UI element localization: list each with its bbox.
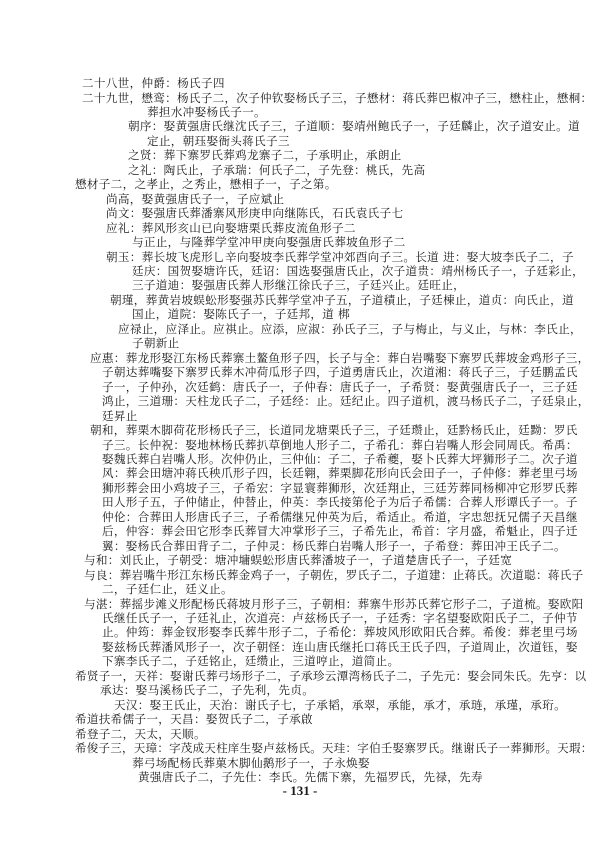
text-line: 希登子二，天太，天顺。 bbox=[75, 726, 206, 741]
text-line: 二十八世，仲爵：杨氏子四 bbox=[82, 76, 225, 90]
text-line: 希俊子三，天璋：字茂成天柱庠生娶卢兹杨氏。天珪：字伯壬娶寨罗氏。继谢氏子一葬狮形。天瑕： bbox=[75, 741, 593, 756]
text-line: 子朝达葬嘴娶下寨罗氏葬木冲荷瓜形子四，子道勇唐氏止，次道湘：蒋氏子三，子廷鹏孟氏 bbox=[102, 365, 578, 380]
text-line: 承达：娶马溪杨氏子二，子先利，先贞。 bbox=[100, 683, 315, 698]
text-line: 应禄止，应泽止。应祺止。应添，应淑：孙氏子三，子与梅止，与义止，与林：李氏止， bbox=[118, 321, 582, 336]
text-line: 娶魏氏葬白岩嘴人形。次仲仍止，三仲仙：子二，子希夔，娶卜氏葬大坪狮形子二。次子道 bbox=[102, 451, 578, 466]
text-line: 懋材子二，之孝止，之秀止，懋相子一，子之第。 bbox=[75, 177, 337, 192]
text-line: 尚文：娶强唐氏葬潘寨风形庚申向继陈氏，石氏袁氏子七 bbox=[106, 206, 404, 221]
text-line: 国止，道院：娶陈氏子一，子廷邦，道 梆 bbox=[132, 307, 351, 322]
text-line: 天汉：娶王氏止，天治：谢氏子七，子承韬，承翠，承能，承才，承琏，承瑾，承珩。 bbox=[114, 697, 566, 712]
text-line: 廷庆：国贺娶塘许氏，廷诏：国选娶强唐氏止，次子道贵：靖州杨氏子一，子廷彩止， bbox=[132, 264, 584, 278]
text-line: 子三。长仲祝：娶地林杨氏葬扒草倒地人形子二，子希孔：葬白岩嘴人形会同周氏。希禹： bbox=[102, 437, 578, 452]
text-line: 朝和，葬栗木脚荷花形杨氏子三，长道同龙塘栗氏子三，子廷瓒止，廷黔杨氏止，廷黝：罗氏 bbox=[90, 423, 578, 437]
text-line: 希道扶希儒子一，天昌：娶贺氏子二，子承啟 bbox=[75, 712, 313, 727]
text-line: 葬弓场配杨氏葬菓木脚仙鹅形子一，子永焕娶 bbox=[132, 755, 370, 770]
text-line: 下寨李氏子二，子廷铭止，廷缵止，三道哼止，道简止。 bbox=[102, 654, 400, 669]
text-line: 后，仲容：葬会田它形李氏葬冒大冲掌形子三，子希先止，希首：字月盛，希魁止，四子迁 bbox=[102, 524, 578, 539]
text-line: 二十九世，懋鸾：杨氏子二，次子仲钦娶杨氏子三，子懋材：蒋氏葬巴椒冲子三，懋柱止，懋桐： bbox=[82, 90, 593, 105]
text-line: 止。仲筠：葬金钗形娶李氏葬牛形子二，子希伦：葬坡风形欧阳氏合葬。希俊：葬老里弓场 bbox=[102, 625, 578, 640]
text-line: 之礼：陶氏止，子承瑞：何氏子二，子先登：桃氏，先高 bbox=[128, 162, 426, 177]
text-line: 朝瑾，葬黄岩坡蜈蚣形娶强苏氏葬学堂冲子五，子道積止，子廷棟止，道贞：向氏止，道 bbox=[110, 292, 574, 307]
text-line: 朝序：娶黄强唐氏继沈氏子三，子道顺：娶靖州鲍氏子一，子廷麟止，次子道安止。道 bbox=[128, 119, 580, 134]
text-line: 朝玉：葬长坡飞虎形乚辛向娶坡李氏葬学堂冲郊酉向子三。长道 进：娶大坡李氏子二，子 bbox=[106, 249, 574, 264]
text-line: 葬担水冲娶杨氏子一。 bbox=[147, 104, 266, 119]
text-line: 仲伦：合葬田人形唐氏子三，子希儒继兄仲英为后，希适止。希道，字忠恕抚兄儒子天昌继 bbox=[102, 509, 578, 524]
text-line: 子一，子仲孙，次廷鹤：唐氏子一，子仲春：唐氏子一，子希贤：娶黄强唐氏子一，三子廷 bbox=[102, 379, 578, 394]
text-line: 与和：刘氏止，子朝受：塘冲墉蜈蚣形唐氏葬潘坡子一，子道楚唐氏子一，子廷宽 bbox=[84, 553, 513, 568]
text-line: 尚高，娶黄强唐氏子一，子应斌止 bbox=[106, 191, 285, 206]
text-line: 二，子廷仁止，廷义止。 bbox=[102, 582, 233, 596]
page-number: - 131 - bbox=[282, 783, 318, 798]
text-line: 三子道迪：娶强唐氏葬人形继江徐氏子三，子廷兴止。廷旺止， bbox=[132, 278, 466, 293]
text-line: 鸿止，三道珊：天柱龙氏子二，子廷经：止。廷纪止。四子道机，渡马杨氏子二，子廷泉止， bbox=[102, 394, 590, 409]
text-line: 与正止，与隆葬学堂冲甲庚向娶强唐氏葬坡鱼形子二 bbox=[132, 235, 406, 249]
text-line: 子朝新止 bbox=[132, 336, 180, 351]
text-line: 氏继任氏子一，子廷礼止，次道亮：卢兹杨氏子一，子廷秀：字名望娶欧阳氏子二，子仲节 bbox=[102, 611, 578, 625]
text-line: 希贤子一，天祥：娶谢氏葬弓场形子二，子承珍云潭湾杨氏子二，子先元：娶会同朱氏。先亨：以 bbox=[75, 668, 587, 683]
text-line: 之贤：葬下寨罗氏葬鸡龙寨子二，子承明止，承朗止 bbox=[128, 148, 402, 163]
text-line: 应惠：葬龙形娶江东杨氏葬寨土鳌鱼形子四，长子与全：葬白岩嘴娶下寨罗氏葬坡金鸡形子三， bbox=[90, 350, 590, 365]
text-line: 田人形子五，子仲储止，仲替止，仲英：李氏接第伦子为后子希儒：合葬人形谭氏子一。子 bbox=[102, 495, 578, 510]
text-line: 廷昇止 bbox=[102, 408, 138, 423]
text-line: 与良：葬岩嘴牛形江东杨氏葬金鸡子一，子朝佐，罗氏子二，子道建：止蒋氏。次道聪：蒋氏子 bbox=[84, 567, 584, 582]
text-line: 风：葬会田塘冲蒋氏秧爪形子四，长廷翱，葬栗脚花形向氏会田子一，子仲修：葬老里弓场 bbox=[102, 466, 578, 481]
text-line: 应礼：葬风形亥山已向娶塘栗氏葬皮流鱼形子二 bbox=[106, 220, 356, 235]
text-line: 定止，朝珏娶衙头蒋氏子三 bbox=[147, 133, 290, 148]
text-line: 翼：娶杨氏合葬田背子二，子仲灵：杨氏葬白岩嘴人形子一，子希登：葬田冲王氏子二。 bbox=[102, 538, 566, 553]
text-line: 娶兹杨氏葬潘风形子一，次子朝怪：连山唐氏继托口蒋氏王氏子四，子道周止，次道钰，娶 bbox=[102, 639, 578, 654]
text-line: 与湛：葬摇步滩义形配杨氏蒋坡月形子三，子朝相：葬寨牛形苏氏葬它形子二，子道梳。娶欧阳 bbox=[84, 596, 584, 611]
text-line: 黄强唐氏子二，子先仕：李氏。先儒下寨，先福罗氏，先禄，先寿 bbox=[138, 770, 483, 784]
text-line: 狮形葬会田小鸡坡子三，子希宏：字显寰葬狮形，次廷翔止，三廷芳葬同杨柳冲它形罗氏葬 bbox=[102, 480, 578, 495]
